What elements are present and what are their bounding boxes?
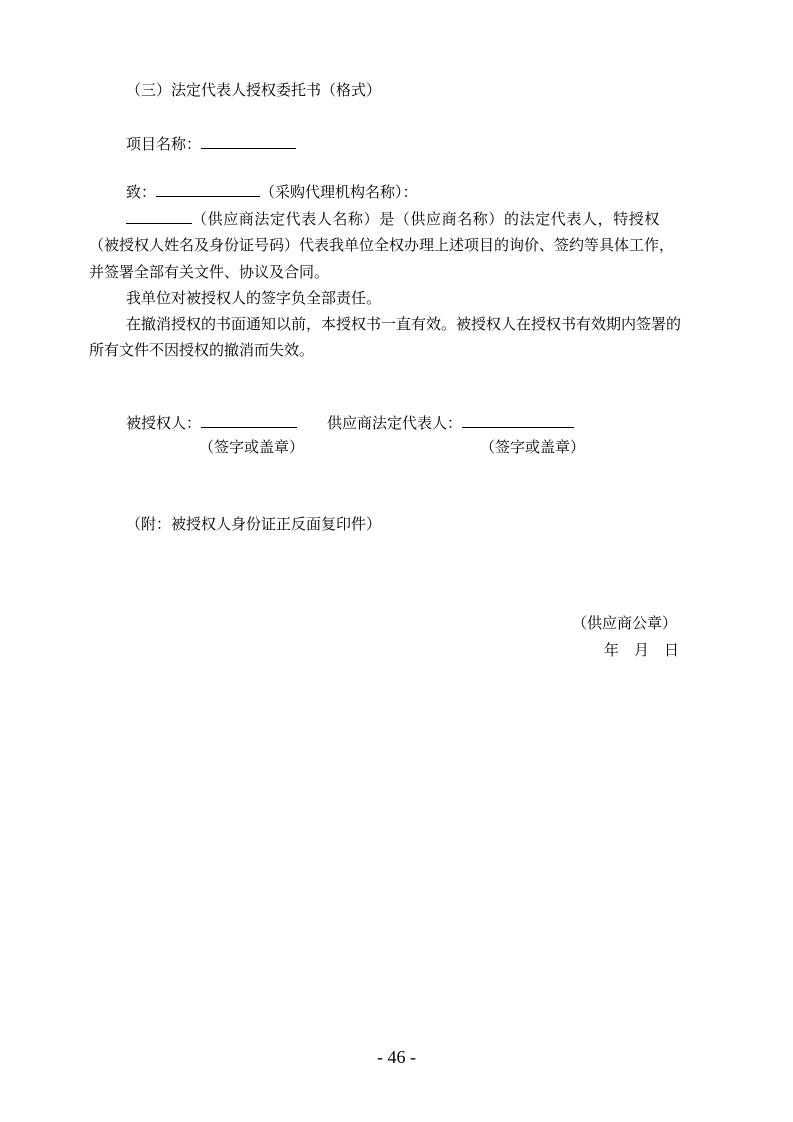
agency-name-blank[interactable] — [156, 181, 260, 197]
authorized-label: 被授权人： — [126, 414, 202, 432]
authorized-note: （签字或盖章） — [199, 438, 305, 456]
section-title: （三）法定代表人授权委托书（格式） — [126, 81, 382, 99]
date-line: 年 月 日 — [604, 641, 680, 659]
legal-rep-name-blank[interactable] — [126, 208, 192, 224]
supplier-seal-label: （供应商公章） — [572, 614, 678, 632]
legal-rep-signature-blank[interactable] — [462, 412, 574, 428]
legal-rep-label: 供应商法定代表人： — [327, 414, 463, 432]
legal-rep-note: （签字或盖章） — [480, 438, 586, 456]
recipient-row — [126, 181, 418, 202]
page-number: - 46 - — [377, 1047, 416, 1067]
recipient-label: 致： — [126, 183, 157, 201]
body-p1-line2: （被授权人姓名及身份证号码）代表我单位全权办理上述项目的询价、签约等具体工作， — [89, 236, 675, 254]
attachment-note: （附：被授权人身份证正反面复印件） — [126, 515, 382, 533]
recipient-suffix: （采购代理机构名称）： — [260, 183, 418, 201]
project-name-blank[interactable] — [201, 133, 296, 149]
legal-rep-signature-row — [327, 412, 574, 433]
authorized-signature-blank[interactable] — [201, 412, 297, 428]
body-p2: 我单位对被授权人的签字负全部责任。 — [126, 289, 382, 307]
body-p3-line2: 所有文件不因授权的撤消而失效。 — [89, 341, 315, 359]
body-p1-line3: 并签署全部有关文件、协议及合同。 — [89, 263, 330, 281]
body-p1-line1 — [126, 208, 660, 229]
project-name-label: 项目名称： — [126, 135, 202, 153]
body-p3-line1: 在撤消授权的书面通知以前，本授权书一直有效。被授权人在授权书有效期内签署的 — [126, 315, 682, 333]
body-p1-line1-text: （供应商法定代表人名称）是（供应商名称）的法定代表人，特授权 — [192, 210, 661, 228]
authorized-signature-row — [126, 412, 297, 433]
project-name-row — [126, 133, 296, 154]
